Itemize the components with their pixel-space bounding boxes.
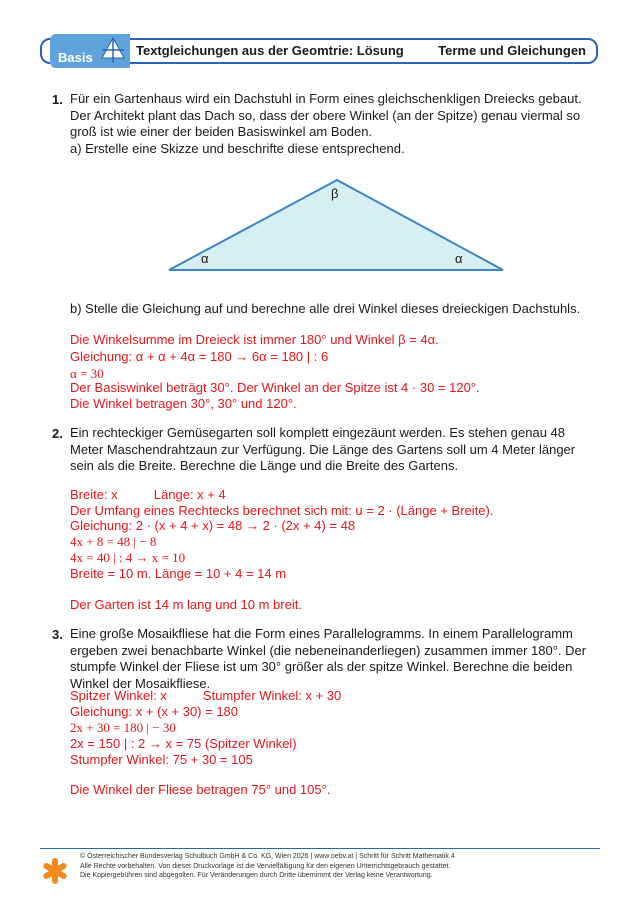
task1-part-a: a) Erstelle eine Skizze und beschrifte diese entsprechend. xyxy=(70,141,405,156)
task1-part-b: b) Stelle die Gleichung auf und berechne alle drei Winkel dieses dreieckigen Dachstuhls. xyxy=(70,301,581,316)
task1-text: Für ein Gartenhaus wird ein Dachstuhl in Form eines gleichschenkligen Dreiecks gebaut. Der Architekt plant das Dach so, dass der obere Winkel (an der Spitze) genau viermal so groß ist wie einer der beiden Basiswinkel am Boden. xyxy=(70,91,582,139)
basis-logo xyxy=(50,34,130,68)
task3-solution-line: 2x + 30 = 180 | − 30 xyxy=(70,720,176,735)
angle-alpha-right-label: α xyxy=(455,251,463,266)
logo-label: Basis xyxy=(58,50,93,65)
page-title: Textgleichungen aus der Geomtrie: Lösung xyxy=(136,43,404,58)
task2-answer: Der Garten ist 14 m lang und 10 m breit. xyxy=(70,597,302,612)
task3-solution-line: 2x = 150 | : 2 → x = 75 (Spitzer Winkel) xyxy=(70,736,297,751)
task3-solution-line: Spitzer Winkel: x Stumpfer Winkel: x + 30 xyxy=(70,688,342,703)
task3-answer: Die Winkel der Fliese betragen 75° und 105°. xyxy=(70,782,331,797)
footer-line: Alle Rechte vorbehalten. Von dieser Druckvorlage ist die Vervielfältigung für den eigenen Unterrichtsgebrauch gestattet. xyxy=(80,862,451,870)
task2-solution-line: 4x = 40 | : 4 → x = 10 xyxy=(70,550,186,565)
task1-solution-line: Die Winkel betragen 30°, 30° und 120°. xyxy=(70,396,297,411)
task2-solution-line: Breite: x Länge: x + 4 xyxy=(70,487,226,502)
task2-solution-line: Gleichung: 2 · (x + 4 + x) = 48 → 2 · (2x + 4) = 48 xyxy=(70,518,356,533)
triangle-logo-icon xyxy=(100,36,126,64)
roof-triangle-sketch xyxy=(165,176,507,274)
angle-beta-label: β xyxy=(331,186,339,201)
angle-alpha-left-label: α xyxy=(201,251,209,266)
task2-solution-line: Breite = 10 m. Länge = 10 + 4 = 14 m xyxy=(70,566,287,581)
task1-solution-line: Die Winkelsumme im Dreieck ist immer 180° und Winkel β = 4α. xyxy=(70,332,439,347)
task2-solution-line: 4x + 8 = 48 | − 8 xyxy=(70,534,157,549)
task2-number: 2. xyxy=(52,426,63,441)
task1-solution-line: Der Basiswinkel beträgt 30°. Der Winkel an der Spitze ist 4 · 30 = 120°. xyxy=(70,380,480,395)
publisher-star-icon xyxy=(40,856,70,886)
task3-solution-line: Stumpfer Winkel: 75 + 30 = 105 xyxy=(70,752,253,767)
task2-solution-line: Der Umfang eines Rechtecks berechnet sich mit: u = 2 · (Länge + Breite). xyxy=(70,503,494,518)
page-topic: Terme und Gleichungen xyxy=(438,43,586,58)
task3-number: 3. xyxy=(52,627,63,642)
footer-line: © Österreichischer Bundesverlag Schulbuch GmbH & Co. KG, Wien 2026 | www.oebv.at | Schritt für Schritt Mathematik 4 xyxy=(80,853,455,860)
task1-solution-line: Gleichung: α + α + 4α = 180 → 6α = 180 | : 6 xyxy=(70,349,329,364)
footer-divider xyxy=(40,848,600,849)
task1-solution-line: α = 30 xyxy=(70,366,104,381)
footer-line: Die Kopiergebühren sind abgegolten. Für Veränderungen durch Dritte übernimmt der Verlag keine Verantwortung. xyxy=(80,872,433,879)
task3-text: Eine große Mosaikfliese hat die Form eines Parallelogramms. In einem Parallelogramm ergeben zwei benachbarte Winkel (die nebeneinanderliegen) zusammen immer 180°. Der stumpfe Winkel der Fliese ist um 30° größer als der spitze Winkel. Berechne die beiden Winkel der Mosaikfliese. xyxy=(70,626,587,691)
task3-solution-line: Gleichung: x + (x + 30) = 180 xyxy=(70,704,239,719)
task2-text: Ein rechteckiger Gemüsegarten soll komplett eingezäunt werden. Es stehen genau 48 Meter Maschendrahtzaun zur Verfügung. Die Länge des Gartens soll um 4 Meter länger sein als die Breite. Berechne die Länge und die Breite des Gartens. xyxy=(70,425,576,473)
task1-number: 1. xyxy=(52,92,63,107)
footer-copyright xyxy=(80,852,590,881)
